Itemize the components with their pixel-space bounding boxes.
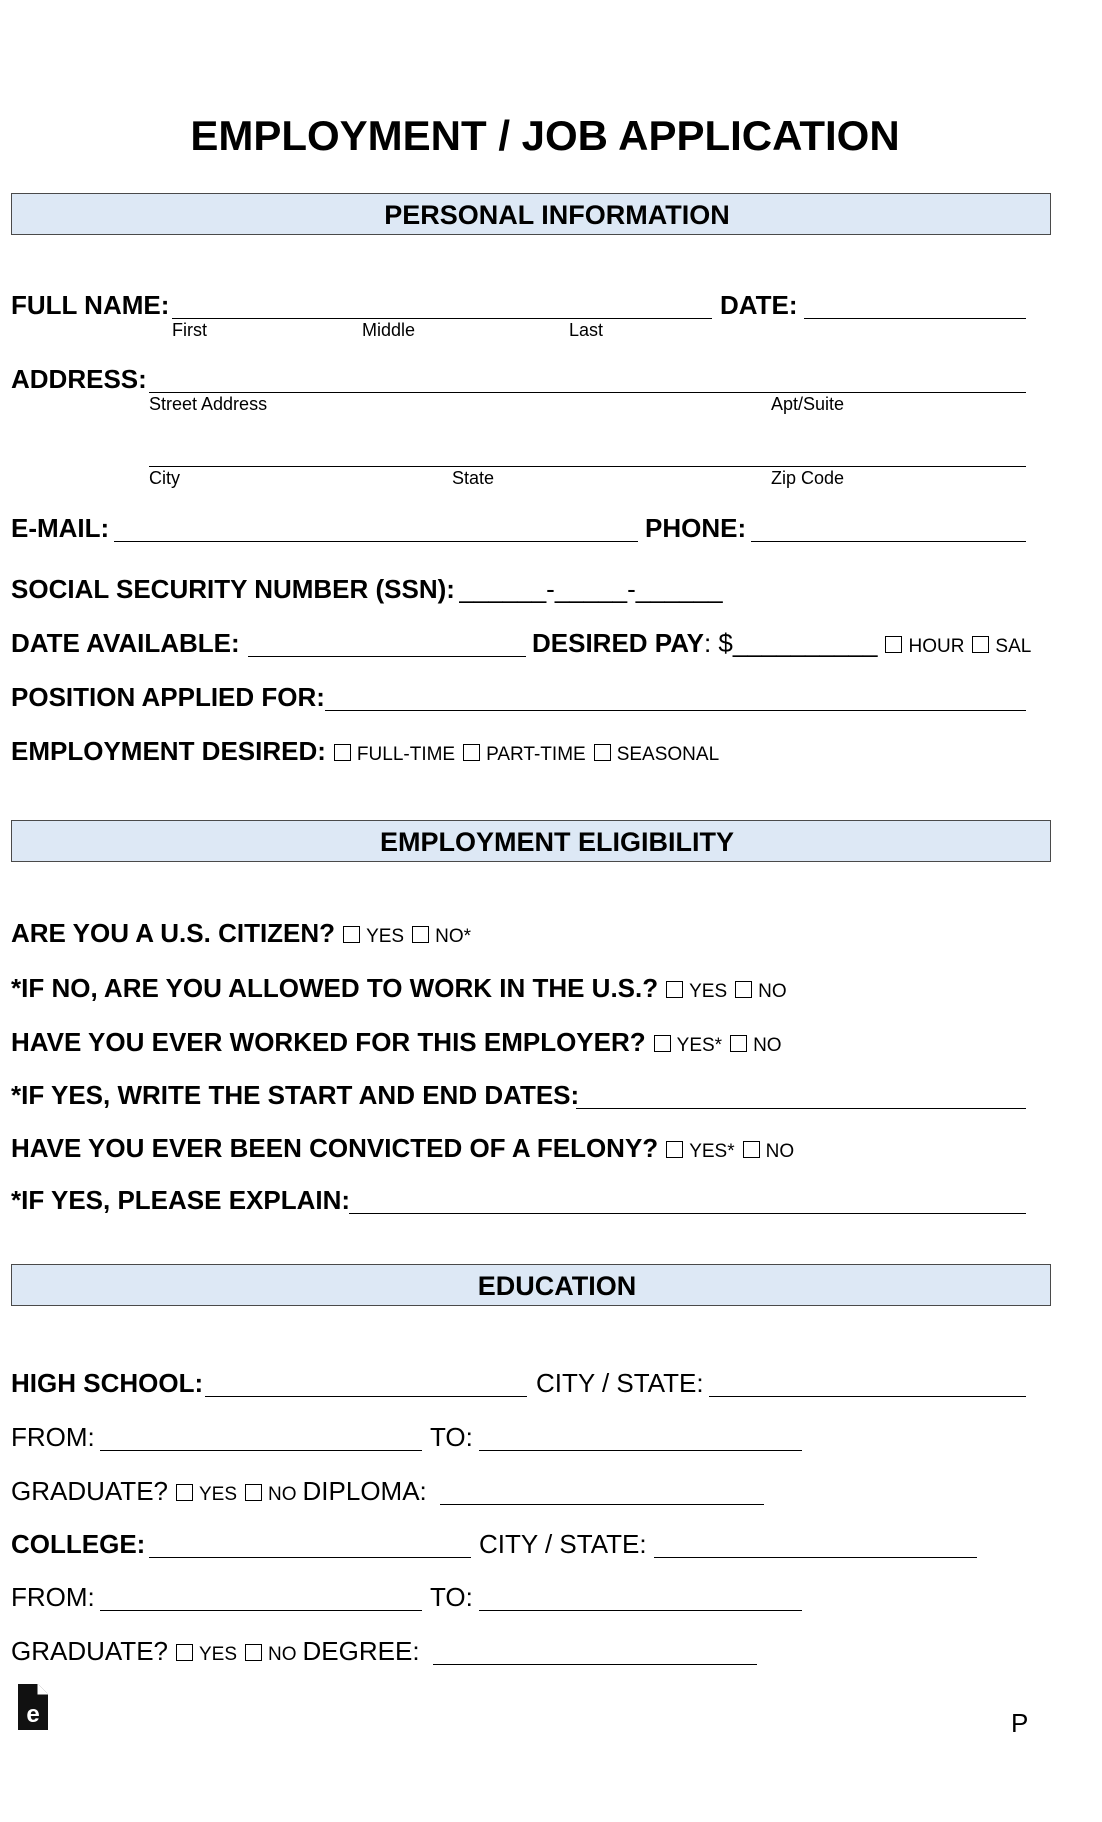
hs-graduate-yes-checkbox[interactable] [176, 1484, 193, 1501]
college-graduate-yes-checkbox[interactable] [176, 1644, 193, 1661]
college-graduate-no-checkbox[interactable] [245, 1644, 262, 1661]
diploma-label: DIPLOMA: [302, 1476, 427, 1506]
felony-yes-checkbox[interactable] [666, 1141, 683, 1158]
city-caption: City [149, 468, 180, 488]
state-caption: State [452, 468, 495, 488]
college-from-field[interactable] [100, 1610, 422, 1611]
college-field[interactable] [149, 1557, 471, 1558]
full-time-checkbox[interactable] [334, 744, 351, 761]
full-name-field[interactable] [172, 318, 712, 319]
degree-field[interactable] [433, 1664, 757, 1665]
desired-pay-field[interactable]: : $__________ [703, 628, 878, 658]
felony-no-option: NO [765, 1141, 795, 1162]
hs-graduate-row [11, 1476, 427, 1507]
employment-desired-label: EMPLOYMENT DESIRED: [11, 736, 326, 766]
hs-from-label: FROM: [11, 1422, 95, 1452]
college-graduate-row [11, 1636, 420, 1667]
date-field[interactable] [804, 318, 1026, 319]
allowed-question: *IF NO, ARE YOU ALLOWED TO WORK IN THE U.S.? [11, 973, 659, 1003]
hour-option: HOUR [908, 636, 965, 657]
position-field[interactable] [325, 710, 1026, 711]
allowed-row [11, 973, 787, 1004]
email-field[interactable] [114, 541, 638, 542]
college-city-state-label: CITY / STATE: [479, 1529, 647, 1559]
citizen-row [11, 918, 471, 949]
part-time-option: PART-TIME [486, 744, 586, 765]
full-time-option: FULL-TIME [356, 744, 456, 765]
dates-field[interactable] [576, 1108, 1026, 1109]
email-label: E-MAIL: [11, 513, 110, 543]
hs-to-label: TO: [430, 1422, 473, 1452]
college-graduate-yes-option: YES [199, 1644, 238, 1665]
zip-caption: Zip Code [771, 468, 845, 488]
worked-question: HAVE YOU EVER WORKED FOR THIS EMPLOYER? [11, 1027, 646, 1057]
full-name-label: FULL NAME: [11, 290, 170, 320]
page-title: EMPLOYMENT / JOB APPLICATION [190, 112, 900, 159]
high-school-label: HIGH SCHOOL: [11, 1368, 204, 1398]
last-name-caption: Last [569, 320, 604, 340]
worked-no-checkbox[interactable] [730, 1035, 747, 1052]
allowed-yes-checkbox[interactable] [666, 981, 683, 998]
section-title: EDUCATION [477, 1271, 637, 1301]
degree-label: DEGREE: [302, 1636, 420, 1666]
ssn-field[interactable]: ______-_____-______ [459, 574, 723, 604]
hs-city-state-label: CITY / STATE: [536, 1368, 704, 1398]
dates-question: *IF YES, WRITE THE START AND END DATES: [11, 1080, 580, 1110]
worked-row [11, 1027, 782, 1058]
first-name-caption: First [172, 320, 207, 340]
felony-row [11, 1133, 794, 1164]
section-title: EMPLOYMENT ELIGIBILITY [379, 827, 734, 857]
city-state-zip-field[interactable] [149, 466, 1026, 467]
hs-graduate-label: GRADUATE? [11, 1476, 168, 1506]
apt-suite-caption: Apt/Suite [771, 394, 845, 414]
middle-name-caption: Middle [362, 320, 416, 340]
phone-field[interactable] [751, 541, 1026, 542]
felony-no-checkbox[interactable] [743, 1141, 760, 1158]
street-address-caption: Street Address [149, 394, 268, 414]
section-title: PERSONAL INFORMATION [384, 200, 730, 230]
ssn-row [11, 574, 723, 605]
college-graduate-label: GRADUATE? [11, 1636, 168, 1666]
address-label: ADDRESS: [11, 364, 147, 394]
section-header-eligibility [11, 820, 1051, 862]
citizen-no-option: NO* [435, 926, 471, 947]
employment-desired-row [11, 736, 719, 767]
citizen-no-checkbox[interactable] [412, 926, 429, 943]
hour-checkbox[interactable] [885, 636, 902, 653]
hs-from-field[interactable] [100, 1450, 422, 1451]
phone-label: PHONE: [645, 513, 747, 543]
allowed-no-option: NO [758, 981, 787, 1002]
part-time-checkbox[interactable] [463, 744, 480, 761]
section-header-personal [11, 193, 1051, 235]
worked-yes-checkbox[interactable] [654, 1035, 671, 1052]
position-label: POSITION APPLIED FOR: [11, 682, 325, 712]
worked-yes-option: YES* [676, 1035, 723, 1056]
ssn-label: SOCIAL SECURITY NUMBER (SSN): [11, 574, 455, 604]
citizen-yes-checkbox[interactable] [343, 926, 360, 943]
allowed-no-checkbox[interactable] [735, 981, 752, 998]
salary-option: SAL [995, 636, 1032, 657]
hs-to-field[interactable] [479, 1450, 802, 1451]
desired-pay-row [532, 628, 1031, 659]
college-from-label: FROM: [11, 1582, 95, 1612]
hs-graduate-yes-option: YES [199, 1484, 238, 1505]
page-number: P [1011, 1708, 1029, 1738]
high-school-field[interactable] [205, 1396, 527, 1397]
college-graduate-no-option: NO [268, 1644, 297, 1665]
diploma-field[interactable] [440, 1504, 764, 1505]
seasonal-checkbox[interactable] [594, 744, 611, 761]
citizen-yes-option: YES [366, 926, 405, 947]
citizen-question: ARE YOU A U.S. CITIZEN? [11, 918, 336, 948]
college-label: COLLEGE: [11, 1529, 146, 1559]
date-available-label: DATE AVAILABLE: [11, 628, 240, 658]
explain-field[interactable] [349, 1213, 1026, 1214]
date-available-field[interactable] [248, 656, 526, 657]
salary-checkbox[interactable] [972, 636, 989, 653]
hs-graduate-no-checkbox[interactable] [245, 1484, 262, 1501]
allowed-yes-option: YES [689, 981, 728, 1002]
street-address-field[interactable] [149, 392, 1026, 393]
desired-pay-label: DESIRED PAY [532, 628, 704, 658]
college-to-field[interactable] [479, 1610, 802, 1611]
document-logo-icon [18, 1684, 48, 1730]
hs-city-state-field[interactable] [709, 1396, 1026, 1397]
college-to-label: TO: [430, 1582, 473, 1612]
hs-graduate-no-option: NO [268, 1484, 297, 1505]
date-label: DATE: [720, 290, 798, 320]
worked-no-option: NO [753, 1035, 782, 1056]
college-city-state-field[interactable] [654, 1557, 977, 1558]
seasonal-option: SEASONAL [616, 744, 720, 765]
felony-question: HAVE YOU EVER BEEN CONVICTED OF A FELONY? [11, 1133, 659, 1163]
section-header-education [11, 1264, 1051, 1306]
logo-letter: e [26, 1701, 40, 1728]
explain-question: *IF YES, PLEASE EXPLAIN: [11, 1185, 351, 1215]
felony-yes-option: YES* [689, 1141, 735, 1162]
